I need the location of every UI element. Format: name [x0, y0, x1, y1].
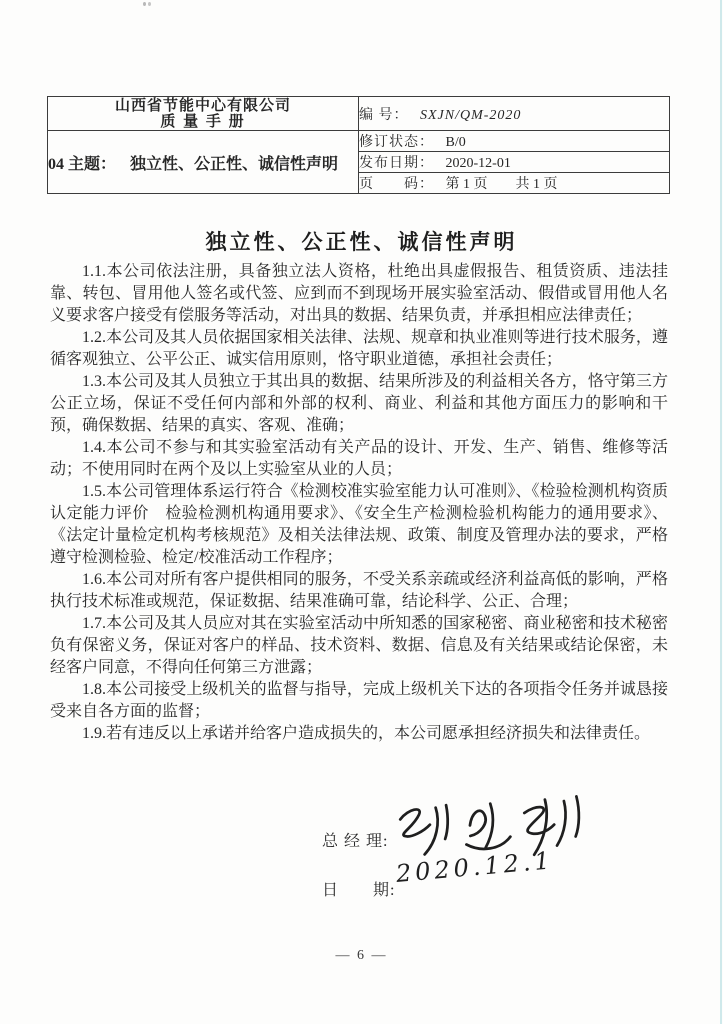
- revision-label: 修订状态：: [359, 135, 434, 150]
- company-cell: [48, 97, 359, 131]
- paragraph-1-2: 1.2.本公司及其人员依据国家相关法律、法规、规章和执业准则等进行技术服务，遵循客观独立、公平公正、诚实信用原则，恪守职业道德，承担社会责任；: [50, 329, 668, 368]
- topic-cell: [48, 131, 359, 194]
- paragraph-1-5: 1.5.本公司管理体系运行符合《检测校准实验室能力认可准则》、《检验检测机构资质认定能力评价 检验检测机构通用要求》、《安全生产检测检验机构能力的通用要求》、《法定计量检定机构考核规范》及相关法律法规、政策、制度及管理办法的要求，严格遵守检测检验、检定/校准活动工作程序；: [50, 483, 668, 566]
- issue-date-cell: [359, 152, 670, 173]
- doc-number-value: SXJN/QM-2020: [420, 107, 522, 123]
- page-code-value: 第 1 页 共 1 页: [445, 177, 558, 192]
- revision-value: B/0: [445, 135, 466, 150]
- doc-number-cell: [359, 97, 670, 131]
- paragraph-1-9: 1.9.若有违反以上承诺并给客户造成损失的，本公司愿承担经济损失和法律责任。: [82, 725, 651, 742]
- doc-number-label: 编 号：: [359, 107, 409, 123]
- paragraph-1-1: 1.1.本公司依法注册，具备独立法人资格，杜绝出具虚假报告、租赁资质、违法挂靠、转包、冒用他人签名或代签、应到而不到现场开展实验室活动、假借或冒用他人名义要求客户接受有偿服务等活动，对出具的数据、结果负责，并承担相应法律责任；: [50, 263, 668, 324]
- page-code-label: 页 码：: [359, 177, 434, 192]
- footer-page-number: — 6 —: [335, 948, 388, 963]
- paragraph-1-4: 1.4.本公司不参与和其实验室活动有关产品的设计、开发、生产、销售、维修等活动；不使用同时在两个及以上实验室从业的人员；: [50, 439, 668, 478]
- header-table: [47, 96, 670, 194]
- manual-title: 质 量 手 册: [160, 113, 246, 130]
- paragraph-1-3: 1.3.本公司及其人员独立于其出具的数据、结果所涉及的利益相关各方，恪守第三方公正立场，保证不受任何内部和外部的权利、商业、利益和其他方面压力的影响和干预，确保数据、结果的真实、客观、准确；: [50, 373, 668, 434]
- scan-speck-artifact: [143, 2, 146, 6]
- handwritten-date: 2020.12.1: [394, 846, 555, 888]
- issue-date-label: 发布日期：: [359, 156, 434, 171]
- paragraph-1-7: 1.7.本公司及其人员应对其在实验室活动中所知悉的国家秘密、商业秘密和技术秘密负有保密义务，保证对客户的样品、技术资料、数据、信息及有关结果或结论保密，未经客户同意，不得向任何第三方泄露；: [50, 615, 668, 676]
- page-title: 独立性、公正性、诚信性声明: [205, 230, 518, 254]
- paragraph-1-6: 1.6.本公司对所有客户提供相同的服务，不受关系亲疏或经济利益高低的影响，严格执行技术标准或规范，保证数据、结果准确可靠，结论科学、公正、合理；: [50, 571, 668, 610]
- paragraph-1-8: 1.8.本公司接受上级机关的监督与指导，完成上级机关下达的各项指令任务并诚恳接受来自各方面的监督；: [50, 681, 668, 720]
- revision-cell: [359, 131, 670, 152]
- date-label: 日 期:: [322, 882, 396, 899]
- page-code-cell: [359, 173, 670, 194]
- general-manager-label: 总 经 理:: [322, 833, 389, 850]
- scan-edge-artifact: [720, 0, 722, 1024]
- declaration-body: [50, 261, 668, 745]
- topic-label: 04 主题：: [48, 155, 117, 173]
- issue-date-value: 2020-12-01: [445, 156, 511, 171]
- company-name: 山西省节能中心有限公司: [114, 97, 291, 114]
- topic-value: 独立性、公正性、诚信性声明: [130, 155, 339, 173]
